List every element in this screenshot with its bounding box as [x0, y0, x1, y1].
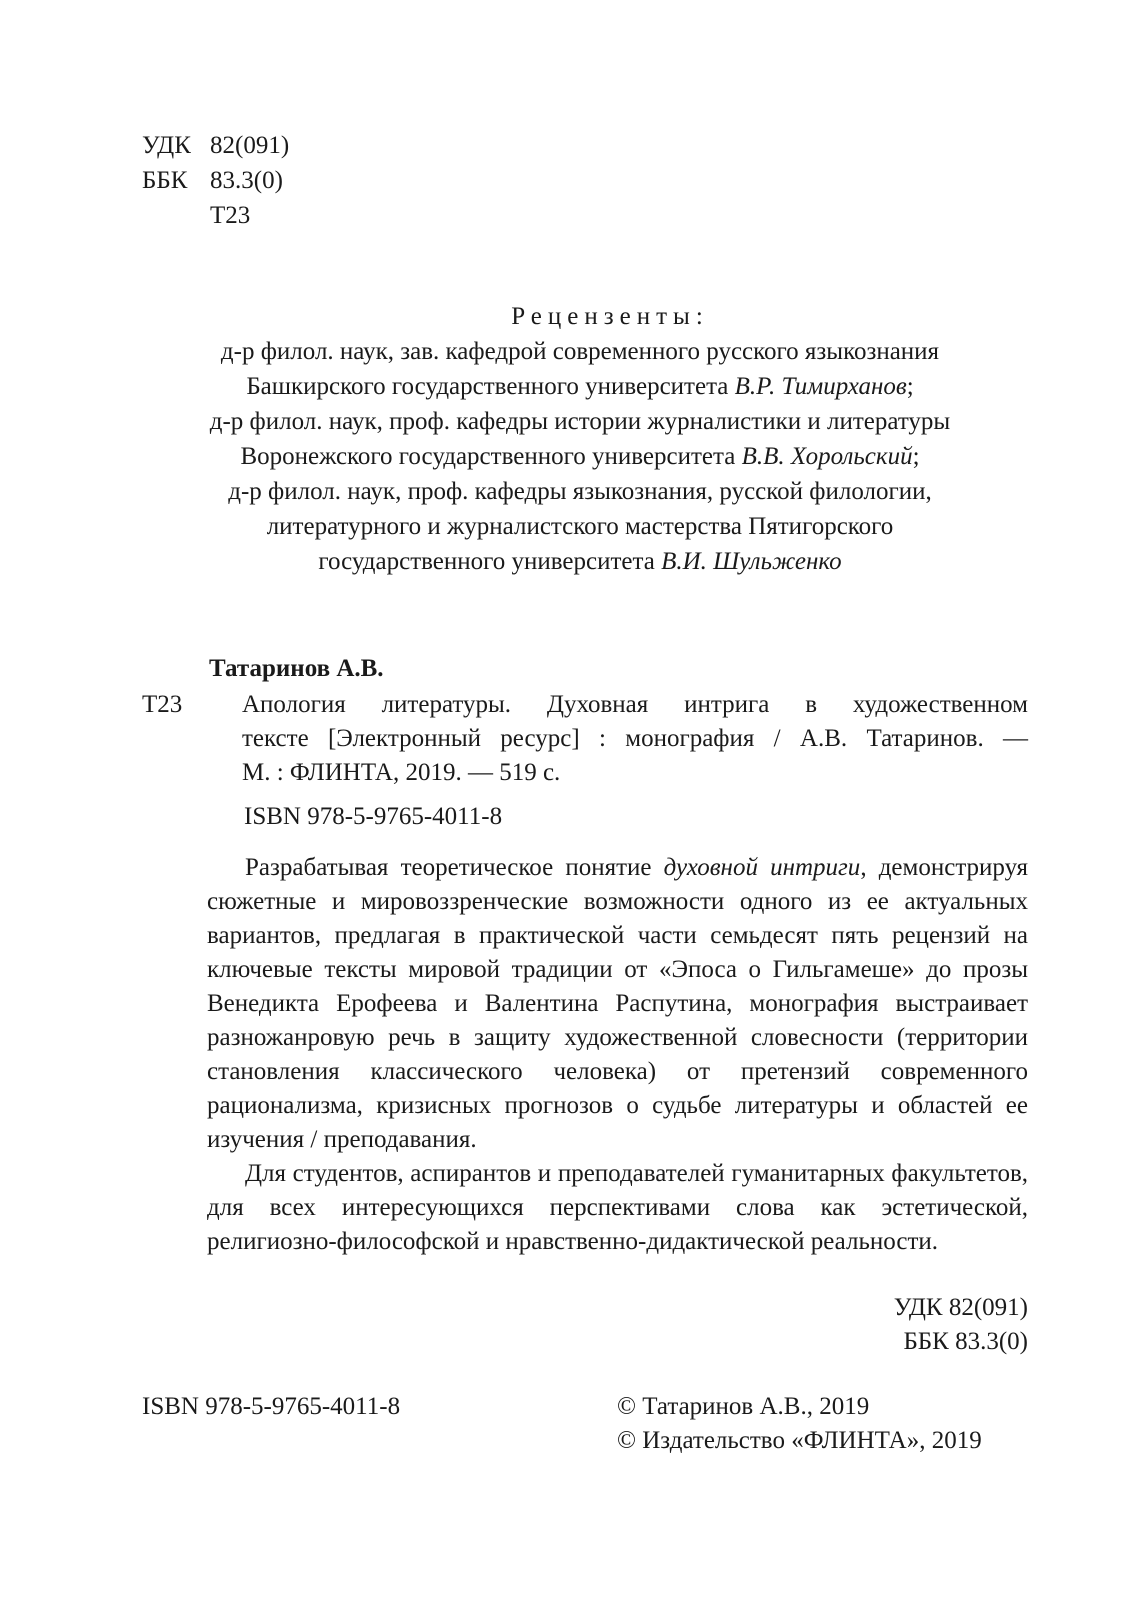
- reviewers-block: [140, 299, 1020, 579]
- reviewer-3-position: д-р филол. наук, проф. кафедры языкознания, русской филологии,: [228, 478, 932, 505]
- reviewer-2-position: д-р филол. наук, проф. кафедры истории журналистики и литературы: [209, 408, 951, 435]
- bibliographic-entry: [142, 688, 1028, 790]
- book-author: Татаринов А.В.: [209, 655, 384, 682]
- reviewer-2-affiliation: Воронежского государственного университета В.В. Хорольский;: [240, 443, 920, 470]
- reviewer-3-department: литературного и журналистского мастерства Пятигорского: [266, 513, 894, 540]
- reviewer-2-name: В.В. Хорольский: [741, 443, 913, 470]
- classification-codes-right: [894, 1291, 1028, 1359]
- abstract-paragraph-2: Для студентов, аспирантов и преподавателей гуманитарных факультетов, для всех интересующихся перспективами слова как эстетической, религиозно-философской и нравственно-дидактической реальности.: [207, 1160, 1028, 1255]
- reviewer-3-affiliation: государственного университета В.И. Шульженко: [318, 548, 842, 575]
- bbk-value: 83.3(0): [210, 167, 283, 194]
- reviewer-3-name: В.И. Шульженко: [661, 548, 842, 575]
- entry-line-2: тексте [Электронный ресурс] : монография / А.В. Татаринов. —: [242, 725, 1028, 752]
- udk-label: УДК: [142, 132, 191, 159]
- entry-isbn: ISBN 978-5-9765-4011-8: [244, 803, 503, 830]
- reviewer-1-position: д-р филол. наук, зав. кафедрой современного русского языкознания: [220, 338, 940, 365]
- copyright-publisher: © Издательство «ФЛИНТА», 2019: [617, 1427, 982, 1454]
- bbk-label: ББК: [142, 167, 188, 194]
- abstract: [207, 851, 1028, 1259]
- copyright-block: [617, 1390, 982, 1458]
- udk-code: УДК 82(091): [893, 1294, 1028, 1321]
- bbk-code: ББК 83.3(0): [903, 1328, 1028, 1355]
- entry-mark: Т23: [142, 691, 183, 718]
- abstract-paragraph-1: Разрабатывая теоретическое понятие духовной интриги, демонстрируя сюжетные и мировоззренческие возможности одного из ее актуальных вариантов, предлагая в практической части семьдесят пять рецензий на ключевые тексты мировой традиции от «Эпоса о Гильгамеше» до прозы Венедикта Ерофеева и Валентина Распутина, монография выстраивает разножанровую речь в защиту художественной словесности (территории становления классического человека) от претензий современного рационализма, кризисных прогнозов о судьбе литературы и областей ее изучения / преподавания.: [207, 854, 1028, 1153]
- udk-value: 82(091): [210, 132, 290, 159]
- isbn: ISBN 978-5-9765-4011-8: [142, 1393, 401, 1420]
- entry-line-3: М. : ФЛИНТА, 2019. — 519 с.: [242, 759, 561, 786]
- classification-codes: [142, 128, 289, 233]
- reviewer-1-name: В.Р. Тимирханов: [734, 373, 907, 400]
- entry-line-1: Апология литературы. Духовная интрига в художественном: [242, 691, 1028, 718]
- reviewers-heading: Рецензенты:: [511, 303, 709, 330]
- author-mark: Т23: [210, 202, 251, 229]
- reviewer-1-affiliation: Башкирского государственного университета В.Р. Тимирханов;: [246, 373, 914, 400]
- key-term: духовной интриги: [663, 854, 861, 881]
- copyright-author: © Татаринов А.В., 2019: [617, 1393, 870, 1420]
